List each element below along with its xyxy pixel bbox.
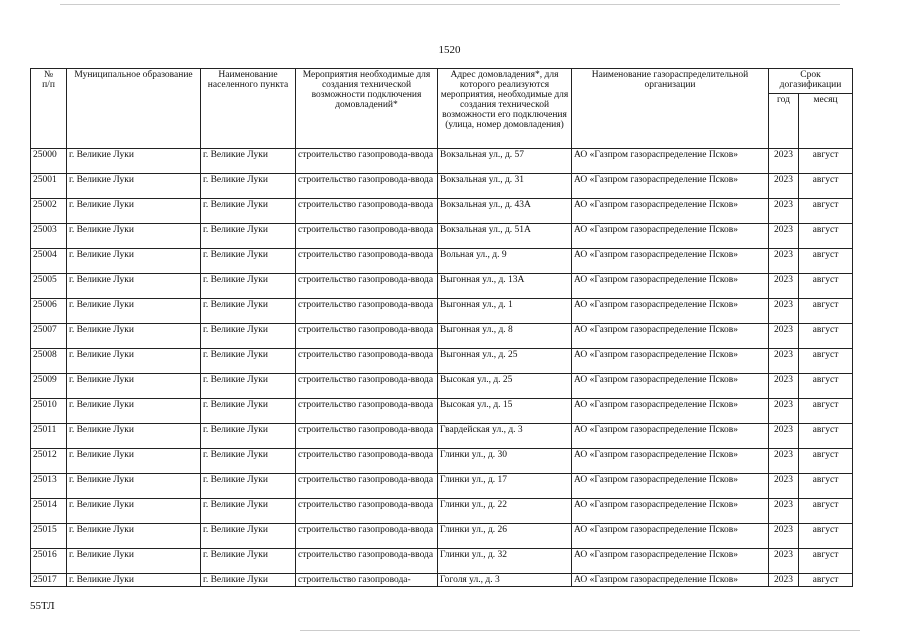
settlement-cell: г. Великие Луки xyxy=(201,374,296,399)
address-cell: Гвардейская ул., д. 3 xyxy=(438,424,572,449)
settlement-cell: г. Великие Луки xyxy=(201,449,296,474)
address-cell: Глинки ул., д. 22 xyxy=(438,499,572,524)
address-cell: Вокзальная ул., д. 43А xyxy=(438,199,572,224)
row-number: 25002 xyxy=(31,199,67,224)
month-cell: август xyxy=(799,324,853,349)
settlement-cell: г. Великие Луки xyxy=(201,499,296,524)
organization-cell: АО «Газпром газораспределение Псков» xyxy=(572,349,769,374)
measures-cell: строительство газопровода-ввода xyxy=(296,474,438,499)
measures-cell: строительство газопровода-ввода xyxy=(296,449,438,474)
year-cell: 2023 xyxy=(769,449,799,474)
measures-cell: строительство газопровода-ввода xyxy=(296,299,438,324)
address-cell: Глинки ул., д. 17 xyxy=(438,474,572,499)
organization-cell: АО «Газпром газораспределение Псков» xyxy=(572,574,769,587)
organization-cell: АО «Газпром газораспределение Псков» xyxy=(572,399,769,424)
table-body xyxy=(31,149,853,587)
month-cell: август xyxy=(799,349,853,374)
year-cell: 2023 xyxy=(769,324,799,349)
address-cell: Выгонная ул., д. 13А xyxy=(438,274,572,299)
page-number: 1520 xyxy=(438,44,461,56)
year-cell: 2023 xyxy=(769,499,799,524)
measures-cell: строительство газопровода-ввода xyxy=(296,524,438,549)
month-cell: август xyxy=(799,149,853,174)
month-cell: август xyxy=(799,374,853,399)
measures-cell: строительство газопровода-ввода xyxy=(296,549,438,574)
settlement-cell: г. Великие Луки xyxy=(201,324,296,349)
measures-cell: строительство газопровода-ввода xyxy=(296,349,438,374)
organization-cell: АО «Газпром газораспределение Псков» xyxy=(572,324,769,349)
row-number: 25001 xyxy=(31,174,67,199)
settlement-cell: г. Великие Луки xyxy=(201,174,296,199)
header-year: год xyxy=(769,94,799,149)
municipality-cell: г. Великие Луки xyxy=(67,274,201,299)
municipality-cell: г. Великие Луки xyxy=(67,199,201,224)
header-num: № п/п xyxy=(31,69,67,149)
organization-cell: АО «Газпром газораспределение Псков» xyxy=(572,199,769,224)
municipality-cell: г. Великие Луки xyxy=(67,524,201,549)
header-month: месяц xyxy=(799,94,853,149)
organization-cell: АО «Газпром газораспределение Псков» xyxy=(572,449,769,474)
organization-cell: АО «Газпром газораспределение Псков» xyxy=(572,499,769,524)
scan-artifact-line xyxy=(300,630,860,631)
year-cell: 2023 xyxy=(769,299,799,324)
header-address: Адрес домовладения*, для которого реализуются мероприятия, необходимые для создания технической возможности его подключения (улица, номер домовладения) xyxy=(438,69,572,149)
row-number: 25014 xyxy=(31,499,67,524)
header-measures: Мероприятия необходимые для создания технической возможности подключения домовладений* xyxy=(296,69,438,149)
measures-cell: строительство газопровода-ввода xyxy=(296,374,438,399)
settlement-cell: г. Великие Луки xyxy=(201,274,296,299)
table-row xyxy=(31,574,853,587)
year-cell: 2023 xyxy=(769,374,799,399)
month-cell: август xyxy=(799,399,853,424)
month-cell: август xyxy=(799,574,853,587)
month-cell: август xyxy=(799,199,853,224)
municipality-cell: г. Великие Луки xyxy=(67,299,201,324)
month-cell: август xyxy=(799,499,853,524)
table-header xyxy=(31,69,853,149)
footer-code: 55ТЛ xyxy=(30,600,55,612)
year-cell: 2023 xyxy=(769,349,799,374)
address-cell: Глинки ул., д. 26 xyxy=(438,524,572,549)
municipality-cell: г. Великие Луки xyxy=(67,549,201,574)
organization-cell: АО «Газпром газораспределение Псков» xyxy=(572,274,769,299)
address-cell: Высокая ул., д. 15 xyxy=(438,399,572,424)
table-row xyxy=(31,249,853,274)
measures-cell: строительство газопровода-ввода xyxy=(296,499,438,524)
settlement-cell: г. Великие Луки xyxy=(201,224,296,249)
row-number: 25015 xyxy=(31,524,67,549)
measures-cell: строительство газопровода-ввода xyxy=(296,199,438,224)
organization-cell: АО «Газпром газораспределение Псков» xyxy=(572,474,769,499)
row-number: 25003 xyxy=(31,224,67,249)
municipality-cell: г. Великие Луки xyxy=(67,349,201,374)
table-row xyxy=(31,324,853,349)
organization-cell: АО «Газпром газораспределение Псков» xyxy=(572,174,769,199)
address-cell: Вольная ул., д. 9 xyxy=(438,249,572,274)
table-row xyxy=(31,549,853,574)
address-cell: Вокзальная ул., д. 31 xyxy=(438,174,572,199)
organization-cell: АО «Газпром газораспределение Псков» xyxy=(572,424,769,449)
table-row xyxy=(31,174,853,199)
settlement-cell: г. Великие Луки xyxy=(201,299,296,324)
municipality-cell: г. Великие Луки xyxy=(67,449,201,474)
measures-cell: строительство газопровода-ввода xyxy=(296,274,438,299)
measures-cell: строительство газопровода-ввода xyxy=(296,174,438,199)
year-cell: 2023 xyxy=(769,474,799,499)
address-cell: Высокая ул., д. 25 xyxy=(438,374,572,399)
organization-cell: АО «Газпром газораспределение Псков» xyxy=(572,249,769,274)
row-number: 25012 xyxy=(31,449,67,474)
municipality-cell: г. Великие Луки xyxy=(67,224,201,249)
table-row xyxy=(31,299,853,324)
header-term: Срок догазификации xyxy=(769,69,853,94)
row-number: 25016 xyxy=(31,549,67,574)
municipality-cell: г. Великие Луки xyxy=(67,149,201,174)
settlement-cell: г. Великие Луки xyxy=(201,424,296,449)
month-cell: август xyxy=(799,249,853,274)
year-cell: 2023 xyxy=(769,574,799,587)
measures-cell: строительство газопровода-ввода xyxy=(296,149,438,174)
table-row xyxy=(31,149,853,174)
table-row xyxy=(31,424,853,449)
month-cell: август xyxy=(799,474,853,499)
header-organization: Наименование газораспределительной организации xyxy=(572,69,769,149)
organization-cell: АО «Газпром газораспределение Псков» xyxy=(572,374,769,399)
row-number: 25008 xyxy=(31,349,67,374)
table-row xyxy=(31,499,853,524)
year-cell: 2023 xyxy=(769,399,799,424)
municipality-cell: г. Великие Луки xyxy=(67,474,201,499)
row-number: 25000 xyxy=(31,149,67,174)
year-cell: 2023 xyxy=(769,149,799,174)
scan-artifact-line xyxy=(60,4,840,5)
month-cell: август xyxy=(799,274,853,299)
settlement-cell: г. Великие Луки xyxy=(201,399,296,424)
table-row xyxy=(31,474,853,499)
row-number: 25005 xyxy=(31,274,67,299)
settlement-cell: г. Великие Луки xyxy=(201,549,296,574)
year-cell: 2023 xyxy=(769,549,799,574)
measures-cell: строительство газопровода-ввода xyxy=(296,424,438,449)
address-cell: Вокзальная ул., д. 51А xyxy=(438,224,572,249)
address-cell: Глинки ул., д. 32 xyxy=(438,549,572,574)
table-row xyxy=(31,524,853,549)
year-cell: 2023 xyxy=(769,174,799,199)
address-cell: Выгонная ул., д. 25 xyxy=(438,349,572,374)
table-row xyxy=(31,199,853,224)
month-cell: август xyxy=(799,299,853,324)
row-number: 25009 xyxy=(31,374,67,399)
row-number: 25011 xyxy=(31,424,67,449)
measures-cell: строительство газопровода-ввода xyxy=(296,249,438,274)
settlement-cell: г. Великие Луки xyxy=(201,574,296,587)
table-row xyxy=(31,274,853,299)
address-cell: Выгонная ул., д. 1 xyxy=(438,299,572,324)
table-row xyxy=(31,449,853,474)
row-number: 25006 xyxy=(31,299,67,324)
settlement-cell: г. Великие Луки xyxy=(201,524,296,549)
table-row xyxy=(31,399,853,424)
month-cell: август xyxy=(799,549,853,574)
year-cell: 2023 xyxy=(769,274,799,299)
municipality-cell: г. Великие Луки xyxy=(67,174,201,199)
organization-cell: АО «Газпром газораспределение Псков» xyxy=(572,524,769,549)
month-cell: август xyxy=(799,224,853,249)
row-number: 25004 xyxy=(31,249,67,274)
year-cell: 2023 xyxy=(769,249,799,274)
table-row xyxy=(31,349,853,374)
year-cell: 2023 xyxy=(769,224,799,249)
month-cell: август xyxy=(799,174,853,199)
address-cell: Вокзальная ул., д. 57 xyxy=(438,149,572,174)
organization-cell: АО «Газпром газораспределение Псков» xyxy=(572,299,769,324)
settlement-cell: г. Великие Луки xyxy=(201,349,296,374)
month-cell: август xyxy=(799,449,853,474)
gasification-table xyxy=(30,68,853,587)
month-cell: август xyxy=(799,424,853,449)
settlement-cell: г. Великие Луки xyxy=(201,249,296,274)
organization-cell: АО «Газпром газораспределение Псков» xyxy=(572,149,769,174)
row-number: 25007 xyxy=(31,324,67,349)
settlement-cell: г. Великие Луки xyxy=(201,474,296,499)
row-number: 25017 xyxy=(31,574,67,587)
year-cell: 2023 xyxy=(769,424,799,449)
municipality-cell: г. Великие Луки xyxy=(67,249,201,274)
row-number: 25013 xyxy=(31,474,67,499)
municipality-cell: г. Великие Луки xyxy=(67,574,201,587)
table-row xyxy=(31,374,853,399)
municipality-cell: г. Великие Луки xyxy=(67,399,201,424)
month-cell: август xyxy=(799,524,853,549)
row-number: 25010 xyxy=(31,399,67,424)
organization-cell: АО «Газпром газораспределение Псков» xyxy=(572,549,769,574)
header-municipality: Муниципальное образование xyxy=(67,69,201,149)
header-settlement: Наименование населенного пункта xyxy=(201,69,296,149)
municipality-cell: г. Великие Луки xyxy=(67,374,201,399)
municipality-cell: г. Великие Луки xyxy=(67,424,201,449)
municipality-cell: г. Великие Луки xyxy=(67,324,201,349)
year-cell: 2023 xyxy=(769,199,799,224)
municipality-cell: г. Великие Луки xyxy=(67,499,201,524)
address-cell: Выгонная ул., д. 8 xyxy=(438,324,572,349)
settlement-cell: г. Великие Луки xyxy=(201,199,296,224)
settlement-cell: г. Великие Луки xyxy=(201,149,296,174)
measures-cell: строительство газопровода-ввода xyxy=(296,399,438,424)
table-row xyxy=(31,224,853,249)
measures-cell: строительство газопровода-ввода xyxy=(296,324,438,349)
address-cell: Гоголя ул., д. 3 xyxy=(438,574,572,587)
measures-cell: строительство газопровода- xyxy=(296,574,438,587)
year-cell: 2023 xyxy=(769,524,799,549)
address-cell: Глинки ул., д. 30 xyxy=(438,449,572,474)
organization-cell: АО «Газпром газораспределение Псков» xyxy=(572,224,769,249)
measures-cell: строительство газопровода-ввода xyxy=(296,224,438,249)
